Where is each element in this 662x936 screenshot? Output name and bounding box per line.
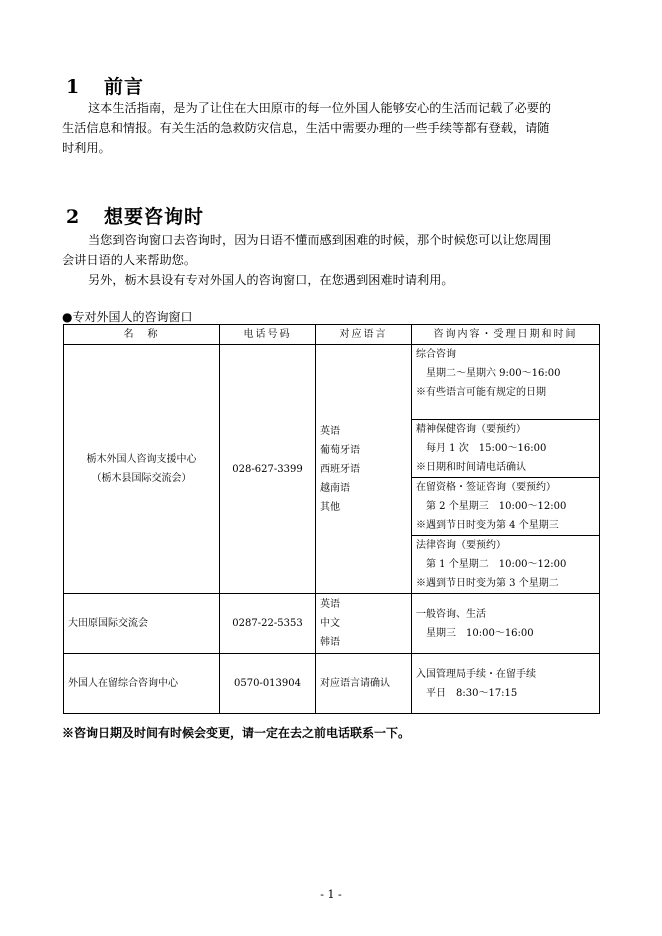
service-cell bbox=[412, 420, 600, 478]
consultation-table bbox=[63, 324, 600, 714]
paragraph-line: 时利用。 bbox=[62, 141, 111, 155]
org-name-cell bbox=[64, 654, 220, 714]
service-cell bbox=[412, 536, 600, 594]
org-name: 大田原国际交流会 bbox=[68, 618, 148, 629]
language-item: 越南语 bbox=[320, 482, 350, 494]
header-phone: 电话号码 bbox=[220, 325, 316, 345]
section-1-title: 前言 bbox=[104, 76, 145, 98]
phone-cell: 028-627-3399 bbox=[220, 345, 316, 594]
org-name: 栃木外国人咨询支援中心 bbox=[86, 454, 197, 465]
service-note: ※遇到节日时变为第 4 个星期三 bbox=[416, 520, 559, 531]
service-title: 综合咨询 bbox=[416, 349, 456, 360]
language-item: 其他 bbox=[320, 501, 340, 513]
language-cell bbox=[316, 594, 412, 654]
org-name-cell bbox=[64, 594, 220, 654]
header-name: 名 称 bbox=[64, 325, 220, 345]
paragraph-line: 会讲日语的人来帮助您。 bbox=[62, 253, 197, 267]
header-service: 咨询内容・受理日期和时间 bbox=[412, 325, 600, 345]
paragraph-line: 另外，栃木县设有专对外国人的咨询窗口，在您遇到困难时请利用。 bbox=[88, 273, 454, 287]
section-2-heading bbox=[66, 202, 204, 229]
service-time: 第 2 个星期三 10:00～12:00 bbox=[426, 501, 567, 512]
service-cell bbox=[412, 345, 600, 420]
header-language: 对应语言 bbox=[316, 325, 412, 345]
service-time: 每月 1 次 15:00～16:00 bbox=[426, 443, 547, 454]
service-note: ※遇到节日时变为第 3 个星期二 bbox=[416, 578, 559, 589]
service-title: 入国管理局手续・在留手续 bbox=[416, 668, 536, 680]
table-row bbox=[64, 594, 600, 654]
section-1-heading bbox=[66, 72, 144, 99]
service-title: 法律咨询（要预约） bbox=[416, 540, 506, 551]
language-item: 韩语 bbox=[320, 637, 340, 648]
language-cell bbox=[316, 654, 412, 714]
phone-cell: 0287-22-5353 bbox=[220, 594, 316, 654]
language-item: 英语 bbox=[320, 599, 340, 610]
org-name-sub: （栃木县国际交流会） bbox=[91, 473, 192, 484]
service-cell bbox=[412, 654, 600, 714]
table-row bbox=[64, 654, 600, 714]
service-time: 平日 8:30～17:15 bbox=[426, 687, 518, 699]
service-time: 星期二～星期六 9:00～16:00 bbox=[426, 368, 561, 379]
table-header-row bbox=[64, 325, 600, 345]
section-1-body bbox=[62, 98, 602, 158]
service-time: 星期三 10:00～16:00 bbox=[426, 627, 534, 639]
section-2-number: 2 bbox=[66, 206, 81, 228]
service-cell bbox=[412, 478, 600, 536]
service-note: ※有些语言可能有规定的日期 bbox=[416, 387, 546, 398]
paragraph-line: 当您到咨询窗口去咨询时，因为日语不懂而感到困难的时候，那个时候您可以让您周围 bbox=[88, 233, 552, 247]
section-2-body bbox=[62, 230, 602, 290]
paragraph-line: 生活信息和情报。有关生活的急救防灾信息，生活中需要办理的一些手续等都有登载，请随 bbox=[62, 121, 550, 135]
table-caption: ●专对外国人的咨询窗口 bbox=[62, 310, 193, 324]
service-title: 精神保健咨询（要预约） bbox=[416, 424, 526, 435]
service-time: 第 1 个星期二 10:00～12:00 bbox=[426, 559, 567, 570]
table-row bbox=[64, 345, 600, 420]
service-cell bbox=[412, 594, 600, 654]
language-item: 中文 bbox=[320, 618, 340, 629]
page-number: - 1 - bbox=[320, 888, 342, 901]
language-item: 英语 bbox=[320, 425, 340, 437]
section-2-title: 想要咨询时 bbox=[104, 206, 205, 228]
service-note: ※日期和时间请电话确认 bbox=[416, 462, 526, 473]
language-cell bbox=[316, 345, 412, 594]
service-title: 在留资格・签证咨询（要预约） bbox=[416, 482, 556, 493]
org-name-cell bbox=[64, 345, 220, 594]
language-item: 葡萄牙语 bbox=[320, 444, 360, 456]
language-item: 西班牙语 bbox=[320, 463, 360, 475]
language-item: 对应语言请确认 bbox=[320, 678, 390, 689]
phone-cell: 0570-013904 bbox=[220, 654, 316, 714]
org-name: 外国人在留综合咨询中心 bbox=[68, 678, 178, 689]
notice-text: ※咨询日期及时间有时候会变更，请一定在去之前电话联系一下。 bbox=[62, 726, 411, 740]
paragraph-line: 这本生活指南，是为了让住在大田原市的每一位外国人能够安心的生活而记载了必要的 bbox=[88, 101, 552, 115]
service-title: 一般咨询、生活 bbox=[416, 608, 486, 620]
section-1-number: 1 bbox=[66, 76, 81, 98]
